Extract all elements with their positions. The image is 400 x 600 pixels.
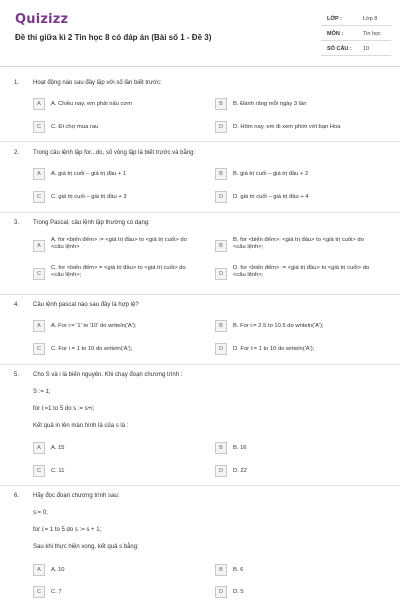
meta-row-subject bbox=[321, 29, 391, 41]
option-letter-box: C bbox=[33, 343, 45, 355]
option-letter-box: B bbox=[215, 442, 227, 454]
option-text: D. giá trị cuối – giá trị đầu + 4 bbox=[233, 193, 309, 200]
meta-value: 10 bbox=[363, 46, 370, 52]
option-letter-box: B bbox=[215, 320, 227, 332]
code-line: s:= 0; bbox=[33, 510, 48, 516]
option-text: A. giá trị cuối – giá trị đầu + 1 bbox=[51, 170, 127, 177]
option-letter-box: C bbox=[33, 121, 45, 133]
option-letter-box: A bbox=[33, 240, 45, 252]
meta-key: MÔN : bbox=[327, 31, 344, 37]
meta-key: SỐ CÂU : bbox=[327, 46, 352, 52]
option-text: C. giá trị cuối – giá trị đầu + 3 bbox=[51, 193, 127, 200]
page-header bbox=[0, 0, 400, 66]
option-text: B. Đánh răng mỗi ngày 3 lần bbox=[233, 100, 307, 107]
code-line: S := 1; bbox=[33, 389, 51, 395]
option-text: A. 15 bbox=[51, 444, 65, 451]
question-text: Câu lệnh pascal nào sau đây là hợp lệ? bbox=[33, 302, 139, 308]
quizizz-logo: Quizizz bbox=[15, 12, 69, 27]
option-letter-box: B bbox=[215, 240, 227, 252]
option-letter-box: D bbox=[215, 343, 227, 355]
question-text: Trong câu lệnh lặp for...do, số vòng lặp là biết trước và bằng: bbox=[33, 150, 196, 156]
question-divider bbox=[0, 294, 400, 295]
question-text: Cho S và i là biến nguyên. Khi chạy đoạn chương trình : bbox=[33, 372, 183, 378]
option-letter-box: A bbox=[33, 168, 45, 180]
option-text: A. For i:= '1' to '10' do writeln('A'); bbox=[51, 322, 137, 329]
option-text: C. 7 bbox=[51, 588, 62, 595]
option-letter-box: B bbox=[215, 98, 227, 110]
option-letter-box: C bbox=[33, 465, 45, 477]
option-text: C. Đi chợ mua rau bbox=[51, 123, 99, 130]
meta-row-count bbox=[321, 44, 391, 56]
option-letter-box: C bbox=[33, 586, 45, 598]
option-letter-box: D bbox=[215, 586, 227, 598]
option-text: B. for <biến đếm>: <giá trị đầu> to <giá trị cuối> do <câu lệnh>; bbox=[233, 237, 364, 250]
question-number: 4. bbox=[14, 302, 20, 308]
option-letter-box: B bbox=[215, 564, 227, 576]
meta-value: Tin học bbox=[363, 31, 381, 37]
header-divider bbox=[0, 66, 400, 67]
option-letter-box: A bbox=[33, 98, 45, 110]
option-text: B. 16 bbox=[233, 444, 247, 451]
option-text: D. 22 bbox=[233, 467, 247, 474]
code-line: for i:=1 to 5 do s := s+i; bbox=[33, 406, 95, 412]
code-line: for i:= 1 to 5 do s := s + 1; bbox=[33, 527, 102, 533]
document-title: Đề thi giữa kì 2 Tin học 8 có đáp án (Bài số 1 - Đề 3) bbox=[15, 33, 212, 42]
question-text: Hãy đọc đoạn chương trình sau: bbox=[33, 493, 120, 499]
meta-row-class bbox=[321, 14, 391, 26]
option-text: A. for <biến đếm> := <giá trị đầu> to <giá trị cuối> do <câu lệnh> bbox=[51, 237, 187, 250]
option-letter-box: A bbox=[33, 564, 45, 576]
option-text: D. Hôm nay, em đi xem phim với bạn Hoa bbox=[233, 123, 341, 130]
question-divider bbox=[0, 141, 400, 142]
option-text: B. 6 bbox=[233, 566, 244, 573]
question-number: 1. bbox=[14, 80, 20, 86]
question-text: Trong Pascal, câu lệnh lặp thường có dạng: bbox=[33, 220, 150, 226]
question-number: 5. bbox=[14, 372, 20, 378]
option-text: D. for <biến đếm> := <giá trị đầu> to <giá trị cuối> do <câu lệnh>; bbox=[233, 265, 370, 278]
option-text: B. For i:= 2.5 to 10.5 do writeln('A'); bbox=[233, 322, 324, 329]
code-line: Sau khi thực hiện xong, kết quả s bằng: bbox=[33, 544, 139, 550]
option-letter-box: A bbox=[33, 320, 45, 332]
option-letter-box: D bbox=[215, 268, 227, 280]
option-letter-box: D bbox=[215, 191, 227, 203]
option-letter-box: C bbox=[33, 191, 45, 203]
question-number: 6. bbox=[14, 493, 20, 499]
option-letter-box: D bbox=[215, 121, 227, 133]
option-text: A. Chiều nay, em phải nấu cơm bbox=[51, 100, 133, 107]
option-text: B. giá trị cuối – giá trị đầu + 2 bbox=[233, 170, 309, 177]
meta-value: Lớp 8 bbox=[363, 16, 378, 22]
meta-key: LỚP : bbox=[327, 16, 342, 22]
option-text: D. 5 bbox=[233, 588, 244, 595]
option-text: A. 10 bbox=[51, 566, 65, 573]
question-number: 2. bbox=[14, 150, 20, 156]
question-divider bbox=[0, 485, 400, 486]
option-letter-box: A bbox=[33, 442, 45, 454]
option-text: D. For i:= 1 to 10 do writeln('A'); bbox=[233, 345, 315, 352]
option-text: C. For i = 1 to 10 do writeln('A'); bbox=[51, 345, 133, 352]
option-letter-box: C bbox=[33, 268, 45, 280]
question-divider bbox=[0, 212, 400, 213]
question-number: 3. bbox=[14, 220, 20, 226]
code-line: Kết quả in lên màn hình là của s là : bbox=[33, 423, 129, 429]
question-divider bbox=[0, 364, 400, 365]
option-text: C. 11 bbox=[51, 467, 65, 474]
option-text: C. for <biến đếm> = <giá trị đầu> to <giá trị cuối> do <câu lệnh>; bbox=[51, 265, 186, 278]
option-letter-box: D bbox=[215, 465, 227, 477]
option-letter-box: B bbox=[215, 168, 227, 180]
question-text: Hoạt động nào sau đây lặp với số lần biết trước: bbox=[33, 80, 162, 86]
